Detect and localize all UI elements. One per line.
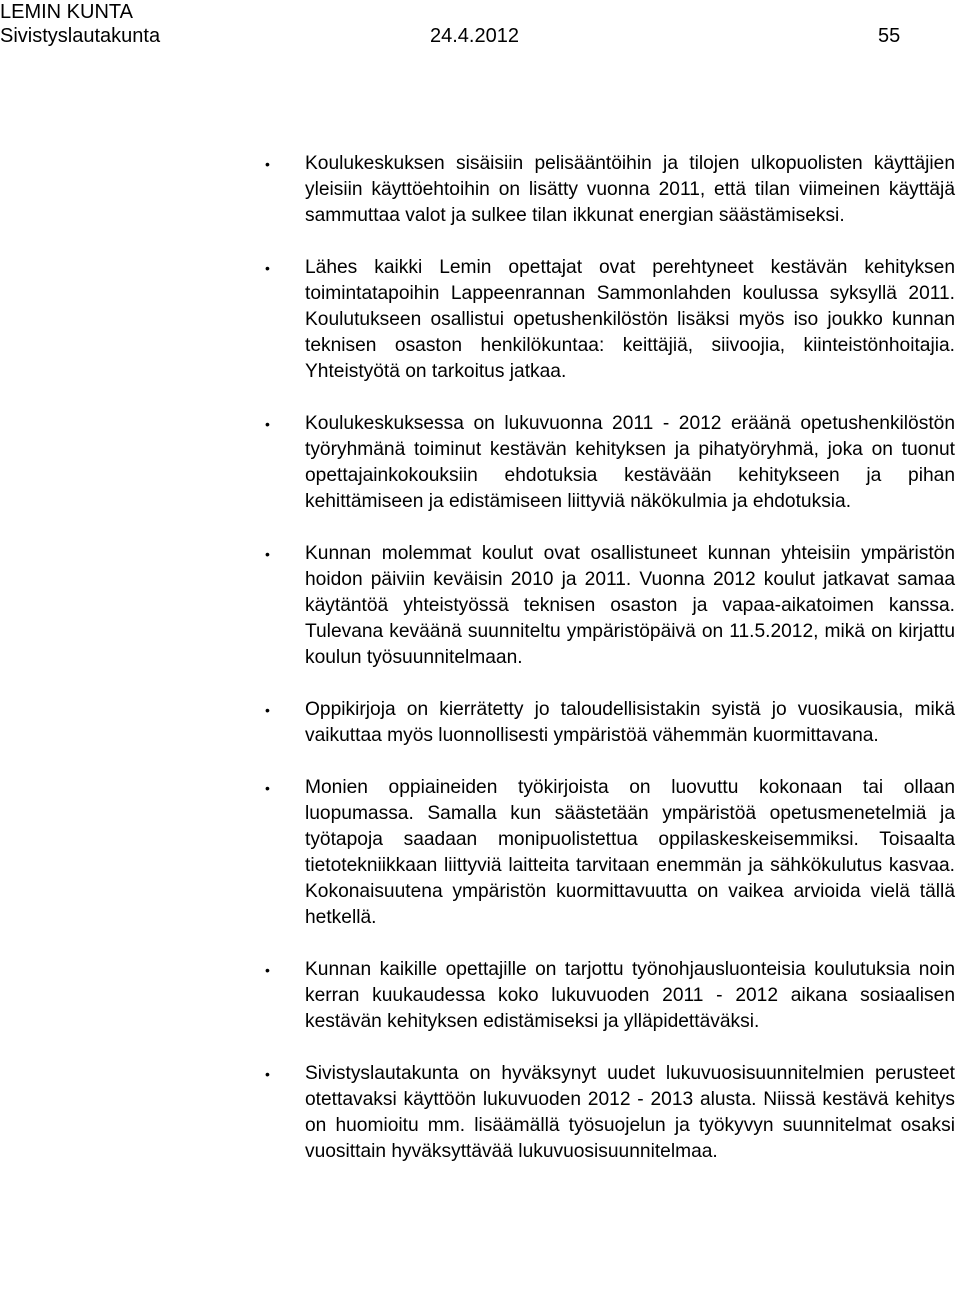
list-item-text: Lähes kaikki Lemin opettajat ovat perehtyneet kestävän kehityksen toimintatapoihin Lappeenrannan Sammonlahden koulussa syksyllä 2011. Koulutukseen osallistui opetushenkilöstön lisäksi myös iso joukko kunnan teknisen osaston henkilökuntaa: keittäjiä, siivoojia, kiinteistönhoitajia. Yhteistyötä on tarkoitus jatkaa.: [305, 257, 955, 382]
bullet-icon: •: [265, 780, 270, 796]
bullet-list: [265, 151, 955, 1191]
bullet-icon: •: [265, 156, 270, 172]
committee-name: Sivistyslautakunta: [0, 25, 161, 47]
list-item-text: Kunnan kaikille opettajille on tarjottu työnohjausluonteisia koulutuksia noin kerran kuukaudessa koko lukuvuoden 2011 - 2012 aikana sosiaalisen kestävän kehityksen edistämiseksi ja ylläpidettäväksi.: [305, 959, 955, 1032]
list-item: [265, 957, 955, 1035]
meeting-date: 24.4.2012: [430, 25, 519, 47]
header-line-1: [0, 0, 160, 24]
list-item: [265, 411, 955, 515]
header-line-2: [0, 24, 901, 48]
bullet-icon: •: [265, 702, 270, 718]
list-item-text: Sivistyslautakunta on hyväksynyt uudet lukuvuosisuunnitelmien perusteet otettavaksi käyttöön lukuvuoden 2012 - 2013 alusta. Niissä kestävä kehitys on huomioitu mm. lisäämällä työsuojelun ja työkyvyn suunnitelmat osaksi vuosittain hyväksyttävää lukuvuosisuunnitelmaa.: [305, 1063, 955, 1162]
list-item-text: Oppikirjoja on kierrätetty jo taloudellisistakin syistä jo vuosikausia, mikä vaikuttaa myös luonnollisesti ympäristöä vähemmän kuormittavana.: [305, 699, 955, 746]
list-item-text: Koulukeskuksen sisäisiin pelisääntöihin ja tilojen ulkopuolisten käyttäjien yleisiin käyttöehtoihin on lisätty vuonna 2011, että tilan viimeinen käyttäjä sammuttaa valot ja sulkee tilan ikkunat energian säästämiseksi.: [305, 153, 955, 226]
bullet-icon: •: [265, 962, 270, 978]
list-item: [265, 541, 955, 671]
list-item-text: Monien oppiaineiden työkirjoista on luovuttu kokonaan tai ollaan luopumassa. Samalla kun säästetään ympäristöä opetusmenetelmiä ja työtapoja saadaan monipuolistettua oppilaskeskeisemmiksi. Toisaalta tietotekniikkaan liittyviä laitteita tarvitaan enemmän ja sähkökulutus kasvaa. Kokonaisuutena ympäristön kuormittavuutta on vaikea arvioida vielä tällä hetkellä.: [305, 777, 955, 928]
list-item: [265, 255, 955, 385]
bullet-icon: •: [265, 546, 270, 562]
document-header: [0, 0, 901, 48]
list-item: [265, 1061, 955, 1165]
list-item-text: Koulukeskuksessa on lukuvuonna 2011 - 2012 eräänä opetushenkilöstön työryhmänä toiminut kestävän kehityksen ja pihatyöryhmä, joka on tuonut opettajainkokouksiin ehdotuksia kestävään kehitykseen ja pihan kehittämiseen ja edistämiseen liittyviä näkökulmia ja ehdotuksia.: [305, 413, 955, 512]
organization-name: LEMIN KUNTA: [0, 1, 133, 23]
bullet-icon: •: [265, 260, 270, 276]
list-item: [265, 775, 955, 931]
bullet-icon: •: [265, 1066, 270, 1082]
list-item-text: Kunnan molemmat koulut ovat osallistuneet kunnan yhteisiin ympäristön hoidon päiviin keväisin 2010 ja 2011. Vuonna 2012 koulut jatkavat samaa käytäntöä yhteistyössä teknisen osaston ja vapaa-aikatoimen kanssa. Tulevana keväänä suunniteltu ympäristöpäivä on 11.5.2012, mikä on kirjattu koulun työsuunnitelmaan.: [305, 543, 955, 668]
page-number: 55: [878, 25, 901, 47]
list-item: [265, 697, 955, 749]
list-item: [265, 151, 955, 229]
bullet-icon: •: [265, 416, 270, 432]
